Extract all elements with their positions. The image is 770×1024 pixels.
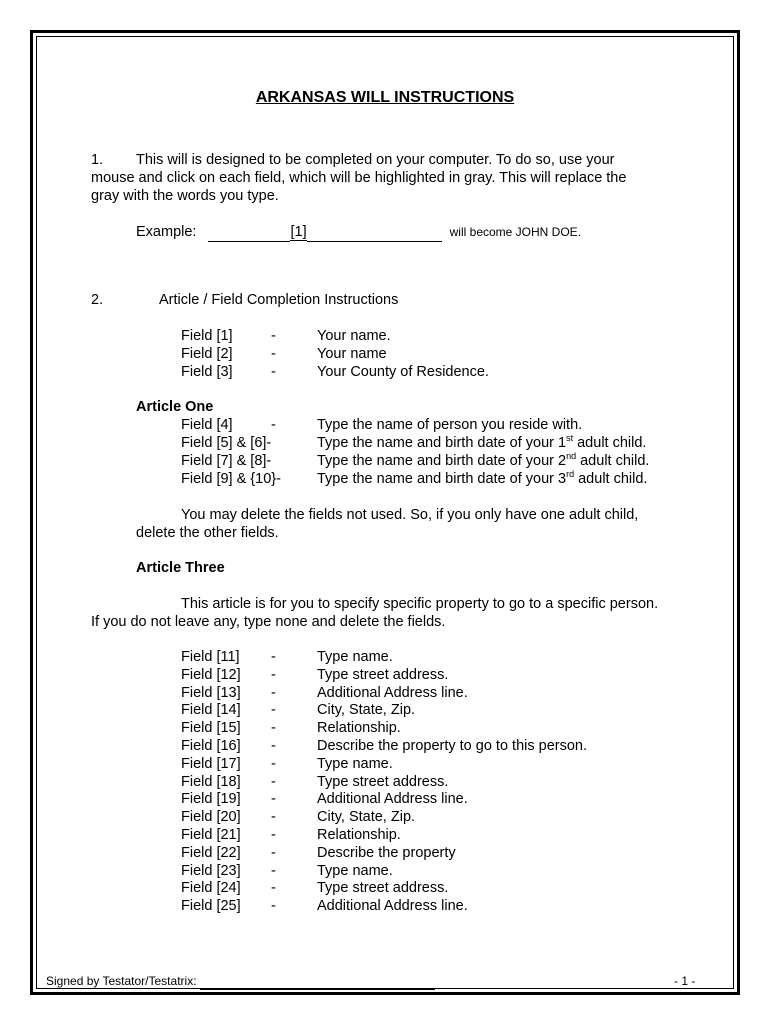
- article-three-heading: Article Three: [136, 560, 225, 576]
- article-three-field-label: Field [17]: [181, 755, 241, 772]
- article-three-field-dash: -: [271, 862, 276, 879]
- article-three-field-desc: Type street address.: [317, 880, 449, 897]
- section-1-line-3: gray with the words you type.: [91, 188, 279, 204]
- field-5-sup: st: [566, 433, 574, 444]
- section-2-heading: Article / Field Completion Instructions: [159, 292, 399, 308]
- top-field-desc: Your County of Residence.: [317, 364, 489, 380]
- article-three-field-label: Field [14]: [181, 702, 241, 719]
- article-three-field-dash: -: [271, 844, 276, 861]
- article-three-field-label: Field [21]: [181, 827, 241, 843]
- example-result: will become JOHN DOE.: [449, 225, 582, 239]
- article-three-field-desc: Type street address.: [317, 773, 449, 790]
- field-9-sup: rd: [566, 469, 575, 480]
- article-three-field-label: Field [25]: [181, 898, 241, 915]
- article-three-field-desc: Describe the property: [317, 844, 456, 861]
- article-three-field-desc: Additional Address line.: [317, 684, 468, 701]
- article-three-intro-line-1: This article is for you to specify specific property to go to a specific person.: [181, 596, 659, 612]
- field-7-sup: nd: [566, 451, 577, 462]
- section-2-number: 2.: [91, 292, 104, 308]
- field-4-desc: Type the name of person you reside with.: [317, 417, 583, 433]
- article-three-field-dash: -: [271, 755, 276, 772]
- article-three-field-desc: Type street address.: [317, 666, 449, 683]
- top-field-label: Field [1]: [181, 328, 233, 344]
- article-three-field-label: Field [13]: [181, 684, 241, 701]
- field-9-desc-text: Type the name and birth date of your 3: [317, 471, 567, 487]
- signature-line: [200, 977, 435, 990]
- section-1-line-2: mouse and click on each field, which will be highlighted in gray. This will replace the: [91, 170, 627, 186]
- article-three-field-label: Field [11]: [181, 649, 240, 665]
- field-9-desc-tail: adult child.: [574, 471, 648, 487]
- article-three-field-desc: Describe the property to go to this person.: [317, 738, 588, 754]
- article-three-field-label: Field [20]: [181, 809, 241, 826]
- article-three-field-dash: -: [271, 898, 276, 915]
- article-three-field-dash: -: [271, 827, 276, 843]
- article-three-field-desc: Additional Address line.: [317, 791, 468, 808]
- top-field-dash: -: [271, 364, 276, 380]
- article-three-field-dash: -: [271, 738, 276, 754]
- field-4-label: Field [4]: [181, 417, 233, 433]
- article-three-field-desc: City, State, Zip.: [317, 702, 416, 719]
- article-three-field-label: Field [15]: [181, 720, 241, 737]
- article-three-intro-line-2: If you do not leave any, type none and delete the fields.: [91, 614, 446, 630]
- field-5-desc-text: Type the name and birth date of your 1: [317, 435, 567, 451]
- article-three-field-dash: -: [271, 702, 276, 719]
- top-field-dash: -: [271, 346, 276, 362]
- article-three-field-dash: -: [271, 684, 276, 701]
- field-7-desc: [317, 452, 649, 470]
- article-three-field-dash: -: [271, 649, 276, 665]
- article-three-field-dash: -: [271, 880, 276, 897]
- article-three-field-desc: Type name.: [317, 649, 393, 665]
- article-three-field-label: Field [18]: [181, 773, 241, 790]
- article-three-field-desc: Relationship.: [317, 827, 401, 843]
- section-1-number: 1.: [91, 152, 104, 168]
- article-three-field-desc: City, State, Zip.: [317, 809, 416, 826]
- article-three-field-label: Field [22]: [181, 844, 241, 861]
- signature-row: [46, 972, 435, 990]
- top-field-label: Field [3]: [181, 364, 233, 380]
- signed-by-label: Signed by Testator/Testatrix:: [46, 974, 197, 988]
- article-three-field-dash: -: [271, 666, 276, 683]
- field-5-desc: [317, 434, 646, 452]
- article-three-field-label: Field [12]: [181, 666, 241, 683]
- article-three-field-desc: Additional Address line.: [317, 898, 468, 915]
- top-field-desc: Your name: [317, 346, 387, 362]
- article-one-heading: Article One: [136, 399, 214, 415]
- article-three-field-dash: -: [271, 809, 276, 826]
- example-row: [136, 223, 581, 242]
- article-three-field-desc: Type name.: [317, 755, 393, 772]
- field-7-desc-text: Type the name and birth date of your 2: [317, 453, 567, 469]
- article-three-field-dash: -: [271, 773, 276, 790]
- field-7-desc-tail: adult child.: [576, 453, 650, 469]
- article-three-field-dash: -: [271, 720, 276, 737]
- article-one-note-line-2: delete the other fields.: [136, 525, 279, 541]
- field-9-label: Field [9] & {10}-: [181, 471, 281, 487]
- top-field-dash: -: [271, 328, 276, 344]
- article-three-field-desc: Type name.: [317, 862, 393, 879]
- section-1-line-1: This will is designed to be completed on your computer. To do so, use your: [136, 152, 615, 168]
- article-three-field-label: Field [19]: [181, 791, 241, 808]
- field-5-desc-tail: adult child.: [573, 435, 647, 451]
- article-one-note-line-1: You may delete the fields not used. So, if you only have one adult child,: [181, 507, 639, 523]
- field-9-desc: [317, 470, 647, 488]
- field-4-dash: -: [271, 417, 276, 433]
- field-7-label: Field [7] & [8]-: [181, 453, 272, 469]
- example-line-left: [208, 223, 290, 242]
- page-number: - 1 -: [674, 974, 696, 988]
- top-field-desc: Your name.: [317, 328, 391, 344]
- top-field-label: Field [2]: [181, 346, 233, 362]
- page-title: ARKANSAS WILL INSTRUCTIONS: [255, 89, 515, 106]
- article-three-field-desc: Relationship.: [317, 720, 401, 737]
- article-three-field-label: Field [24]: [181, 880, 241, 897]
- article-three-field-label: Field [23]: [181, 862, 241, 879]
- example-field: [1]: [290, 224, 307, 240]
- field-5-label: Field [5] & [6]-: [181, 435, 272, 451]
- article-three-field-label: Field [16]: [181, 738, 241, 754]
- article-three-field-dash: -: [271, 791, 276, 808]
- example-label: Example:: [136, 224, 197, 240]
- example-line-right: [307, 223, 442, 242]
